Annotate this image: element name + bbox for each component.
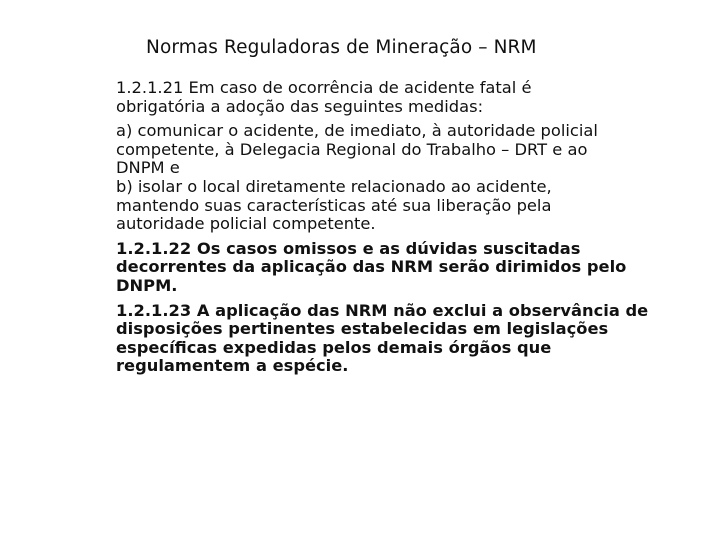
paragraph-1-2-1-22: [116, 240, 656, 296]
text-line: regulamentem a espécie.: [116, 356, 349, 376]
text-line: mantendo suas características até sua liberação pela: [116, 195, 552, 215]
text-line: DNPM.: [116, 275, 178, 295]
slide-title: Normas Reguladoras de Mineração – NRM: [146, 37, 537, 58]
paragraph-1-2-1-23: [116, 302, 656, 376]
text-line: decorrentes da aplicação das NRM serão dirimidos pelo: [116, 257, 627, 277]
slide-body: [116, 79, 656, 382]
text-line: obrigatória a adoção das seguintes medidas:: [116, 96, 484, 116]
text-line: 1.2.1.21 Em caso de ocorrência de acidente fatal é: [116, 78, 532, 97]
text-line: a) comunicar o acidente, de imediato, à autoridade policial: [116, 121, 598, 141]
paragraph-1-2-1-21: [116, 79, 656, 116]
text-line: específicas expedidas pelos demais órgãos que: [116, 337, 552, 357]
paragraph-measures: [116, 122, 656, 234]
text-line: 1.2.1.23 A aplicação das NRM não exclui a observância de: [116, 300, 649, 320]
text-line: disposições pertinentes estabelecidas em legislações: [116, 319, 609, 339]
text-line: autoridade policial competente.: [116, 214, 376, 234]
text-line: competente, à Delegacia Regional do Trabalho – DRT e ao: [116, 139, 588, 159]
text-line: 1.2.1.22 Os casos omissos e as dúvidas suscitadas: [116, 238, 581, 258]
text-line: DNPM e: [116, 158, 180, 178]
text-line: b) isolar o local diretamente relacionado ao acidente,: [116, 176, 552, 196]
